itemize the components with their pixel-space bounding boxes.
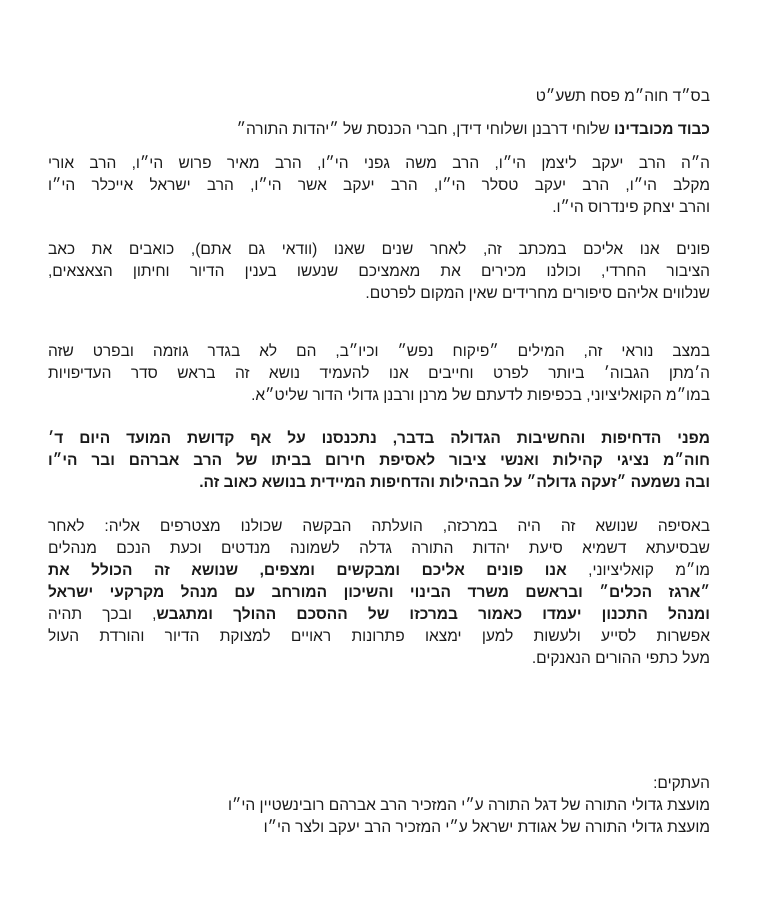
copies-recipient: מועצת גדולי התורה של דגל התורה ע״י המזכיר הרב אברהם רובינשטיין הי״ו <box>228 797 710 814</box>
date-text: בס״ד חוה״מ פסח תשע״ט <box>535 88 710 105</box>
date-line <box>48 86 710 108</box>
paragraph-line: הציבור החרדי, וכולנו מכירים את מאמציכם שנעשו בענין הדיור וחיתון הצאצאים, <box>48 263 710 280</box>
paragraph-line: פונים אנו אליכם במכתב זה, לאחר שנים שאנו (וודאי גם אתם), כואבים את כאב <box>48 241 710 258</box>
paragraph-line: אפשרות לסייע ולעשות למען ימצאו פתרונות ראויים למצוקת הדיור והורדת העול <box>48 628 710 645</box>
paragraph-line <box>48 560 710 582</box>
greeting-line <box>48 119 710 141</box>
paragraph-line: שבסיעתא דשמיא סיעת יהדות התורה גדלה לשמונה מנדטים וכעת הנכם מנהלים <box>48 540 710 557</box>
greeting-addressees: שלוחי דרבנן ושלוחי דידן, חברי הכנסת של ״יהדות התורה״ <box>236 121 614 138</box>
paragraph-line: מעל כתפי ההורים הנאנקים. <box>531 650 710 667</box>
request-normal-text: מו״מ קואליציוני, <box>566 562 711 579</box>
request-bold-text: אנו פונים אליכם ומבקשים ומצפים, שנושא זה הכולל את <box>48 562 567 579</box>
greeting <box>48 119 710 141</box>
request-bold-text: ומנהל התכנון יעמדו כאמור במרכזו של ההסכם ההולך ומתגבש <box>156 606 710 623</box>
paragraph-situation <box>48 341 710 407</box>
paragraph-line: שנלווים אליהם סיפורים מחרידים שאין המקום לפרטם. <box>365 285 710 302</box>
copies-section <box>48 773 710 839</box>
copies-heading: העתקים: <box>653 775 710 792</box>
paragraph-line: חוה״מ נציגי קהילות ואנשי ציבור לאסיפת חירום בביתו של הרב אברהם ובר הי״ו <box>48 452 710 469</box>
paragraph-intro <box>48 239 710 305</box>
copies-recipient: מועצת גדולי התורה של אגודת ישראל ע״י המזכיר הרב יעקב ולצר הי״ו <box>263 819 710 836</box>
paragraph-line: ה׳מתן הגבוה׳ ביותר לפרט וחייבים אנו להעמיד נושא זה בראש סדר העדיפויות <box>48 365 710 382</box>
paragraph-line: במצב נוראי זה, המילים ״פיקוח נפש״ וכיו״ב, הם לא בגדר גוזמה ובפרט שזה <box>48 343 710 360</box>
paragraph-line: ״ארגז הכלים״ ובראשם משרד הבינוי והשיכון המורחב עם מנהל מקרקעי ישראל <box>48 584 710 601</box>
paragraph-line: באסיפה שנושא זה היה במרכזה, הועלתה הבקשה שכולנו מצטרפים אליה: לאחר <box>48 518 710 535</box>
paragraph-urgent <box>48 428 710 494</box>
paragraph-request <box>48 516 710 670</box>
names-line: ה״ה הרב יעקב ליצמן הי״ו, הרב משה גפני הי״ו, הרב מאיר פרוש הי״ו, הרב אורי <box>48 155 710 172</box>
paragraph-line <box>48 604 710 626</box>
paragraph-line: ובה נשמעה ״זעקה גדולה״ על הבהילות והדחיפות המיידית בנושא כאוב זה. <box>199 474 710 491</box>
names-line: מקלב הי״ו, הרב יעקב טסלר הי״ו, הרב יעקב אשר הי״ו, הרב ישראל אייכלר הי״ו <box>48 177 710 194</box>
greeting-salutation: כבוד מכובדינו <box>614 121 710 138</box>
names-line: והרב יצחק פינדרוס הי״ו. <box>552 199 710 216</box>
names-paragraph <box>48 153 710 219</box>
paragraph-line: במו״מ הקואליציוני, בכפיפות לדעתם של מרנן ורבנן גדולי הדור שליט״א. <box>251 387 710 404</box>
paragraph-line: מפני הדחיפות והחשיבות הגדולה בדבר, נתכנסנו על אף קדושת המועד היום ד׳ <box>48 430 710 447</box>
request-normal-text: , ובכך תהיה <box>48 606 157 623</box>
